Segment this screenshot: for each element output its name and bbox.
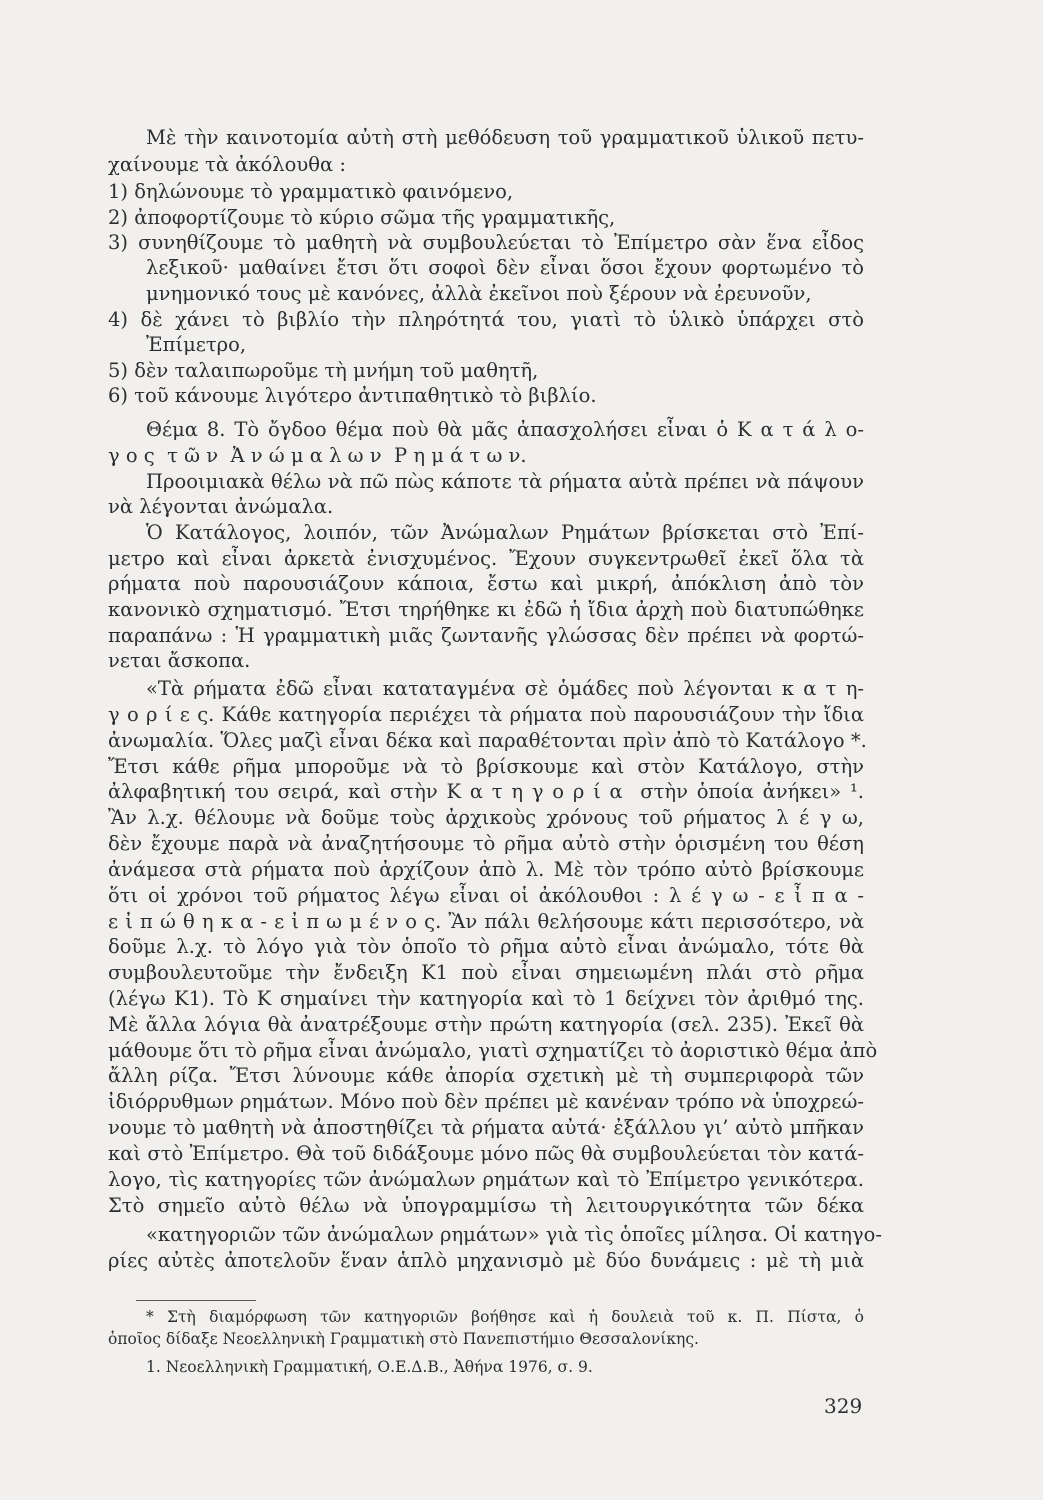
- text-line: (λέγω Κ1). Τὸ Κ σημαίνει τὴν κατηγορία καὶ τὸ 1 δείχνει τὸν ἀριθμό της.: [108, 987, 864, 1010]
- text-line: Ἂν λ.χ. θέλουμε νὰ δοῦμε τοὺς ἀρχικοὺς χρόνους τοῦ ρήματος λ έ γ ω,: [108, 806, 864, 829]
- text-line: ε ἰ π ώ θ η κ α - ε ἰ π ω μ έ ν ο ς. Ἂν πάλι θελήσουμε κάτι περισσότερο, νὰ: [108, 910, 864, 933]
- text-line: ἀνάμεσα στὰ ρήματα ποὺ ἀρχίζουν ἀπὸ λ. Μὲ τὸν τρόπο αὐτὸ βρίσκουμε: [108, 858, 864, 881]
- text-line: Ἔτσι κάθε ρῆμα μποροῦμε νὰ τὸ βρίσκουμε καὶ στὸν Κατάλογο, στὴν: [108, 755, 864, 778]
- text-line: μάθουμε ὅτι τὸ ρῆμα εἶναι ἀνώμαλο, γιατὶ σχηματίζει τὸ ἀοριστικὸ θέμα ἀπὸ: [108, 1039, 878, 1062]
- footnote: ὁποῖος δίδαξε Νεοελληνικὴ Γραμματικὴ στὸ Πανεπιστήμιο Θεσσαλονίκης.: [108, 1330, 699, 1348]
- text-line: γ ο ρ ί ε ς. Κάθε κατηγορία περιέχει τὰ ρήματα ποὺ παρουσιάζουν τὴν ἴδια: [108, 703, 864, 726]
- text-line: Ὁ Κατάλογος, λοιπόν, τῶν Ἀνώμαλων Ρημάτων βρίσκεται στὸ Ἐπί-: [146, 521, 864, 544]
- text-line: δοῦμε λ.χ. τὸ λόγο γιὰ τὸν ὁποῖο τὸ ρῆμα αὐτὸ εἶναι ἀνώμαλο, τότε θὰ: [108, 935, 864, 958]
- text-line: ρήματα ποὺ παρουσιάζουν κάποια, ἔστω καὶ μικρή, ἀπόκλιση ἀπὸ τὸν: [108, 572, 864, 595]
- list-item: 6) τοῦ κάνουμε λιγότερο ἀντιπαθητικὸ τὸ βιβλίο.: [108, 384, 597, 407]
- list-item: 4) δὲ χάνει τὸ βιβλίο τὴν πληρότητά του, γιατὶ τὸ ὑλικὸ ὑπάρχει στὸ: [108, 308, 864, 331]
- text-line: καὶ στὸ Ἐπίμετρο. Θὰ τοῦ διδάξουμε μόνο πῶς θὰ συμβουλεύεται τὸν κατά-: [108, 1142, 864, 1165]
- page-number: 329: [824, 1394, 863, 1418]
- list-item: 3) συνηθίζουμε τὸ μαθητὴ νὰ συμβουλεύεται τὸ Ἐπίμετρο σὰν ἕνα εἶδος: [108, 231, 864, 254]
- section-heading-line: Θέμα 8. Τὸ ὄγδοο θέμα ποὺ θὰ μᾶς ἀπασχολήσει εἶναι ὁ Κ α τ ά λ ο-: [146, 418, 864, 441]
- text-line: Προοιμιακὰ θέλω νὰ πῶ πὼς κάποτε τὰ ρήματα αὐτὰ πρέπει νὰ πάψουν: [146, 470, 864, 493]
- list-item: 5) δὲν ταλαιπωροῦμε τὴ μνήμη τοῦ μαθητῆ,: [108, 359, 539, 382]
- text-line: Στὸ σημεῖο αὐτὸ θέλω νὰ ὑπογραμμίσω τὴ λειτουργικότητα τῶν δέκα: [108, 1194, 864, 1217]
- list-item-continuation: μνημονικό τους μὲ κανόνες, ἀλλὰ ἐκεῖνοι ποὺ ξέρουν νὰ ἐρευνοῦν,: [146, 282, 812, 305]
- text-line: ὅτι οἱ χρόνοι τοῦ ρήματος λέγω εἶναι οἱ ἀκόλουθοι : λ έ γ ω - ε ἶ π α -: [108, 884, 864, 907]
- text-line: δὲν ἔχουμε παρὰ νὰ ἀναζητήσουμε τὸ ρῆμα αὐτὸ στὴν ὁρισμένη του θέση: [108, 832, 864, 855]
- text-line: Μὲ τὴν καινοτομία αὐτὴ στὴ μεθόδευση τοῦ γραμματικοῦ ὑλικοῦ πετυ-: [146, 126, 864, 149]
- text-line: Μὲ ἄλλα λόγια θὰ ἀνατρέξουμε στὴν πρώτη κατηγορία (σελ. 235). Ἐκεῖ θὰ: [108, 1013, 864, 1036]
- footnote: 1. Νεοελληνικὴ Γραμματική, Ο.Ε.Δ.Β., Ἀθήνα 1976, σ. 9.: [146, 1358, 593, 1376]
- list-item: 2) ἀποφορτίζουμε τὸ κύριο σῶμα τῆς γραμματικῆς,: [108, 206, 616, 229]
- text-line: κανονικὸ σχηματισμό. Ἔτσι τηρήθηκε κι ἐδῶ ἡ ἴδια ἀρχὴ ποὺ διατυπώθηκε: [108, 598, 864, 621]
- text-line: μετρο καὶ εἶναι ἀρκετὰ ἐνισχυμένος. Ἔχουν συγκεντρωθεῖ ἐκεῖ ὅλα τὰ: [108, 547, 864, 570]
- list-item-continuation: Ἐπίμετρο,: [146, 333, 247, 356]
- text-line: νεται ἄσκοπα.: [108, 649, 251, 672]
- footnote: * Στὴ διαμόρφωση τῶν κατηγοριῶν βοήθησε καὶ ἡ δουλειὰ τοῦ κ. Π. Πίστα, ὁ: [146, 1308, 864, 1326]
- list-item-continuation: λεξικοῦ· μαθαίνει ἔτσι ὅτι σοφοὶ δὲν εἶναι ὅσοι ἔχουν φορτωμένο τὸ: [146, 256, 864, 279]
- text-line: ἀνωμαλία. Ὅλες μαζὶ εἶναι δέκα καὶ παραθέτονται πρὶν ἀπὸ τὸ Κατάλογο *.: [108, 729, 867, 752]
- text-line: ἰδιόρρυθμων ρημάτων. Μόνο ποὺ δὲν πρέπει μὲ κανέναν τρόπο νὰ ὑποχρεώ-: [108, 1090, 864, 1113]
- text-line: ἀλφαβητική του σειρά, καὶ στὴν Κ α τ η γ ο ρ ί α στὴν ὁποία ἀνήκει» ¹.: [108, 780, 864, 803]
- footnote-separator: [136, 1300, 256, 1301]
- list-item: 1) δηλώνουμε τὸ γραμματικὸ φαινόμενο,: [108, 180, 514, 203]
- text-line: «Τὰ ρήματα ἐδῶ εἶναι καταταγμένα σὲ ὁμάδες ποὺ λέγονται κ α τ η-: [146, 677, 864, 700]
- text-line: ἄλλη ρίζα. Ἔτσι λύνουμε κάθε ἀπορία σχετικὴ μὲ τὴ συμπεριφορὰ τῶν: [108, 1064, 864, 1087]
- text-line: χαίνουμε τὰ ἀκόλουθα :: [108, 153, 346, 176]
- text-line: λογο, τὶς κατηγορίες τῶν ἀνώμαλων ρημάτων καὶ τὸ Ἐπίμετρο γενικότερα.: [108, 1168, 864, 1191]
- text-line: «κατηγοριῶν τῶν ἀνώμαλων ρημάτων» γιὰ τὶς ὁποῖες μίλησα. Οἱ κατηγο-: [146, 1223, 882, 1246]
- text-line: παραπάνω : Ἡ γραμματικὴ μιᾶς ζωντανῆς γλώσσας δὲν πρέπει νὰ φορτώ-: [108, 624, 864, 647]
- text-line: συμβουλευτοῦμε τὴν ἔνδειξη Κ1 ποὺ εἶναι σημειωμένη πλάι στὸ ρῆμα: [108, 961, 864, 984]
- text-line: νουμε τὸ μαθητὴ νὰ ἀποστηθίζει τὰ ρήματα αὐτά· ἐξάλλου γι’ αὐτὸ μπῆκαν: [108, 1116, 864, 1139]
- text-line: ρίες αὐτὲς ἀποτελοῦν ἕναν ἁπλὸ μηχανισμὸ μὲ δύο δυνάμεις : μὲ τὴ μιὰ: [108, 1249, 864, 1272]
- section-heading-line: γ ο ς τ ῶ ν Ἀ ν ώ μ α λ ω ν Ρ η μ ά τ ω ν.: [108, 444, 527, 467]
- text-line: νὰ λέγονται ἀνώμαλα.: [108, 495, 334, 518]
